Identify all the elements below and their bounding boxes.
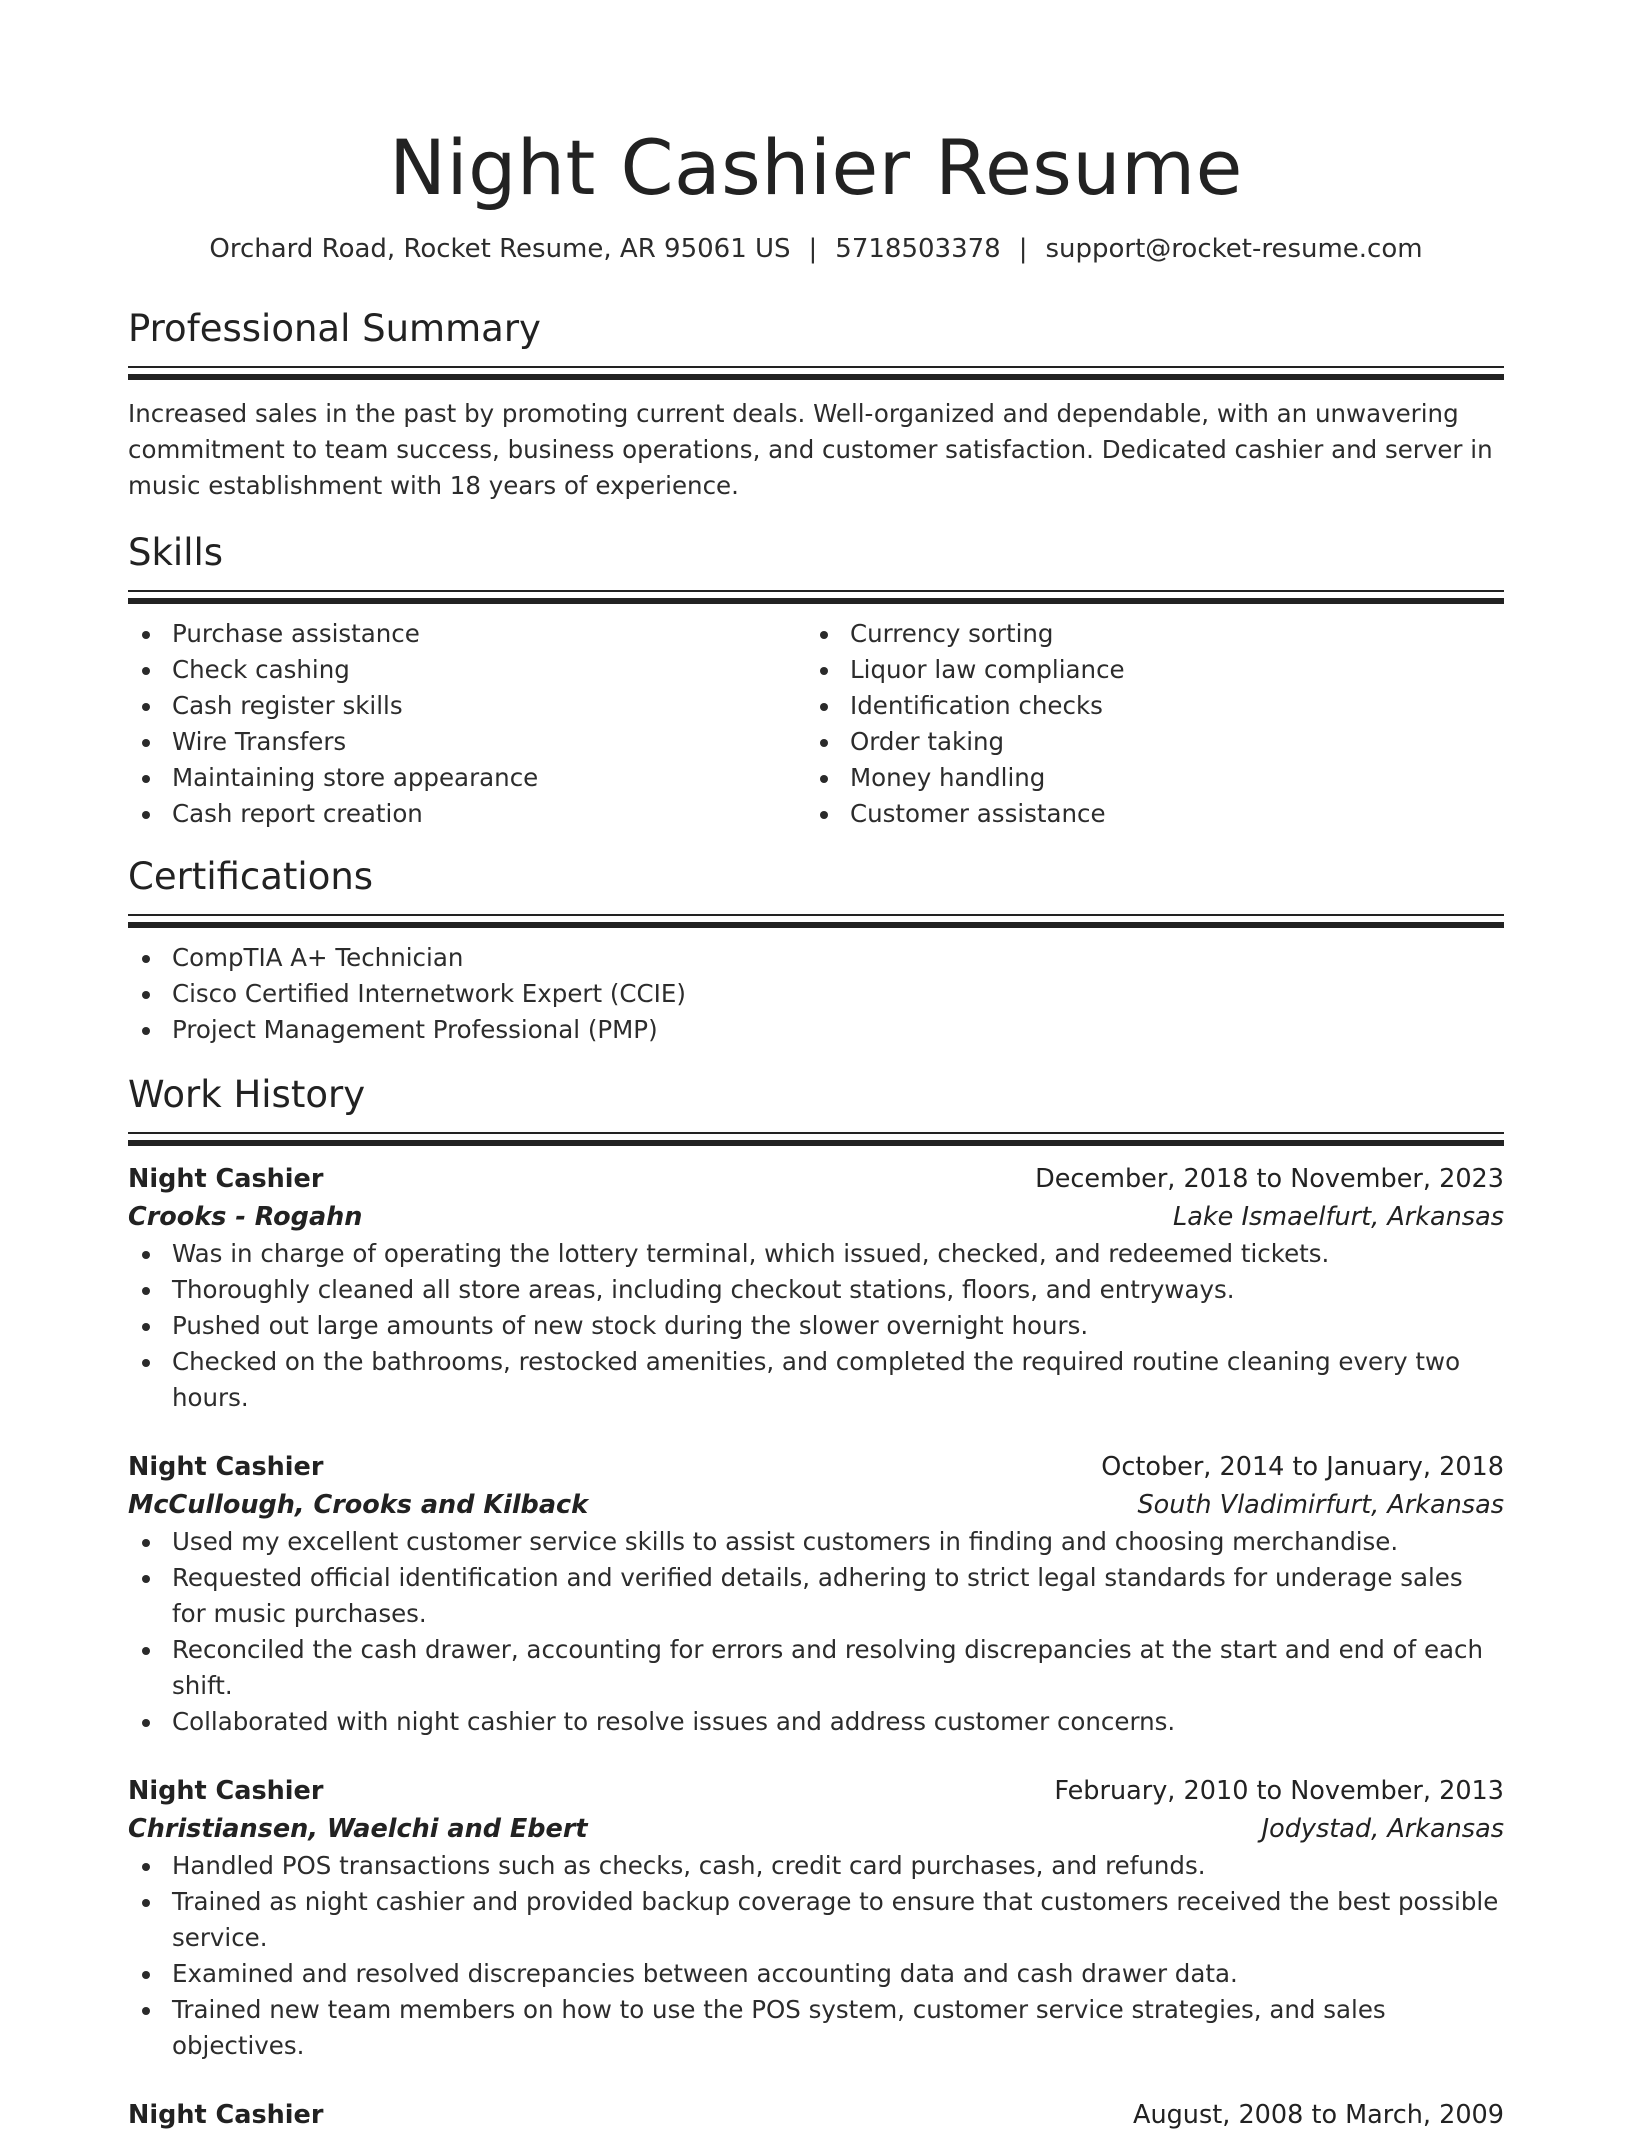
- skill-item: Order taking: [806, 724, 1484, 760]
- skill-item: Cash register skills: [128, 688, 806, 724]
- job-subheader: [128, 1486, 1504, 1524]
- certification-item: Cisco Certified Internetwork Expert (CCIE): [128, 976, 1504, 1012]
- job-bullet: Examined and resolved discrepancies between accounting data and cash drawer data.: [128, 1956, 1504, 1992]
- job-title: Night Cashier: [128, 2100, 324, 2130]
- job-dates: February, 2010 to November, 2013: [1054, 1776, 1504, 1806]
- job-subheader: [128, 1810, 1504, 1848]
- section-heading-certifications: Certifications: [128, 855, 374, 898]
- section-divider: [128, 1132, 1504, 1146]
- section-heading-skills: Skills: [128, 531, 224, 574]
- job-entry: [128, 1772, 1504, 2064]
- section-heading-work-history: Work History: [128, 1073, 366, 1116]
- section-divider: [128, 590, 1504, 604]
- job-dates: August, 2008 to March, 2009: [1133, 2100, 1504, 2130]
- certification-item: CompTIA A+ Technician: [128, 940, 1504, 976]
- job-location: Jodystad, Arkansas: [1261, 1814, 1504, 1844]
- skills-column-left: [128, 616, 806, 832]
- job-entry: [128, 1448, 1504, 1740]
- skill-item: Money handling: [806, 760, 1484, 796]
- job-header: [128, 1772, 1504, 1810]
- skill-item: Currency sorting: [806, 616, 1484, 652]
- job-bullet: Thoroughly cleaned all store areas, including checkout stations, floors, and entryways.: [128, 1272, 1504, 1308]
- job-bullet: Trained as night cashier and provided backup coverage to ensure that customers received the best possible service.: [128, 1884, 1504, 1956]
- job-bullet: Trained new team members on how to use the POS system, customer service strategies, and sales objectives.: [128, 1992, 1504, 2064]
- job-subheader: [128, 1198, 1504, 1236]
- job-entry: [128, 1160, 1504, 1416]
- job-bullet: Handled POS transactions such as checks, cash, credit card purchases, and refunds.: [128, 1848, 1504, 1884]
- contact-line: [128, 232, 1504, 266]
- contact-address: Orchard Road, Rocket Resume, AR 95061 US: [209, 234, 791, 264]
- job-company: McCullough, Crooks and Kilback: [128, 1490, 589, 1520]
- certifications-section: [128, 854, 1504, 1048]
- job-dates: December, 2018 to November, 2023: [1035, 1164, 1504, 1194]
- skills-section: [128, 530, 1504, 832]
- job-title: Night Cashier: [128, 1776, 324, 1806]
- contact-separator: |: [808, 234, 818, 264]
- job-entry: [128, 2096, 1504, 2134]
- skill-item: Cash report creation: [128, 796, 806, 832]
- job-bullet: Pushed out large amounts of new stock during the slower overnight hours.: [128, 1308, 1504, 1344]
- job-company: Crooks - Rogahn: [128, 1202, 363, 1232]
- job-header: [128, 2096, 1504, 2134]
- job-location: Lake Ismaelfurt, Arkansas: [1173, 1202, 1504, 1232]
- job-title: Night Cashier: [128, 1164, 324, 1194]
- skills-grid: [128, 616, 1504, 832]
- job-location: South Vladimirfurt, Arkansas: [1137, 1490, 1504, 1520]
- job-bullet: Collaborated with night cashier to resolve issues and address customer concerns.: [128, 1704, 1504, 1740]
- job-bullet: Used my excellent customer service skills to assist customers in finding and choosing merchandise.: [128, 1524, 1504, 1560]
- job-header: [128, 1448, 1504, 1486]
- job-bullet: Was in charge of operating the lottery terminal, which issued, checked, and redeemed tickets.: [128, 1236, 1504, 1272]
- job-company: Christiansen, Waelchi and Ebert: [128, 1814, 588, 1844]
- section-divider: [128, 366, 1504, 380]
- section-divider: [128, 914, 1504, 928]
- job-bullet: Requested official identification and verified details, adhering to strict legal standards for underage sales for music purchases.: [128, 1560, 1504, 1632]
- skill-item: Wire Transfers: [128, 724, 806, 760]
- resume-page: [128, 0, 1504, 2134]
- certification-item: Project Management Professional (PMP): [128, 1012, 1504, 1048]
- skill-item: Liquor law compliance: [806, 652, 1484, 688]
- contact-email[interactable]: support@rocket-resume.com: [1045, 234, 1423, 264]
- skill-item: Customer assistance: [806, 796, 1484, 832]
- job-dates: October, 2014 to January, 2018: [1101, 1452, 1504, 1482]
- section-heading-summary: Professional Summary: [128, 307, 541, 350]
- summary-text: Increased sales in the past by promoting current deals. Well-organized and dependable, with an unwavering commitment to team success, business operations, and customer satisfaction. Dedicated cashier and server in music establishment with 18 years of experience.: [128, 399, 1493, 500]
- work-history-section: [128, 1072, 1504, 2134]
- resume-title: Night Cashier Resume: [389, 123, 1243, 212]
- contact-phone: 5718503378: [835, 234, 1001, 264]
- contact-separator: |: [1018, 234, 1028, 264]
- job-title: Night Cashier: [128, 1452, 324, 1482]
- skill-item: Check cashing: [128, 652, 806, 688]
- skill-item: Purchase assistance: [128, 616, 806, 652]
- skill-item: Identification checks: [806, 688, 1484, 724]
- job-header: [128, 1160, 1504, 1198]
- job-bullet: Reconciled the cash drawer, accounting for errors and resolving discrepancies at the start and end of each shift.: [128, 1632, 1504, 1704]
- summary-section: [128, 306, 1504, 504]
- skill-item: Maintaining store appearance: [128, 760, 806, 796]
- job-bullet: Checked on the bathrooms, restocked amenities, and completed the required routine cleaning every two hours.: [128, 1344, 1504, 1416]
- skills-column-right: [806, 616, 1484, 832]
